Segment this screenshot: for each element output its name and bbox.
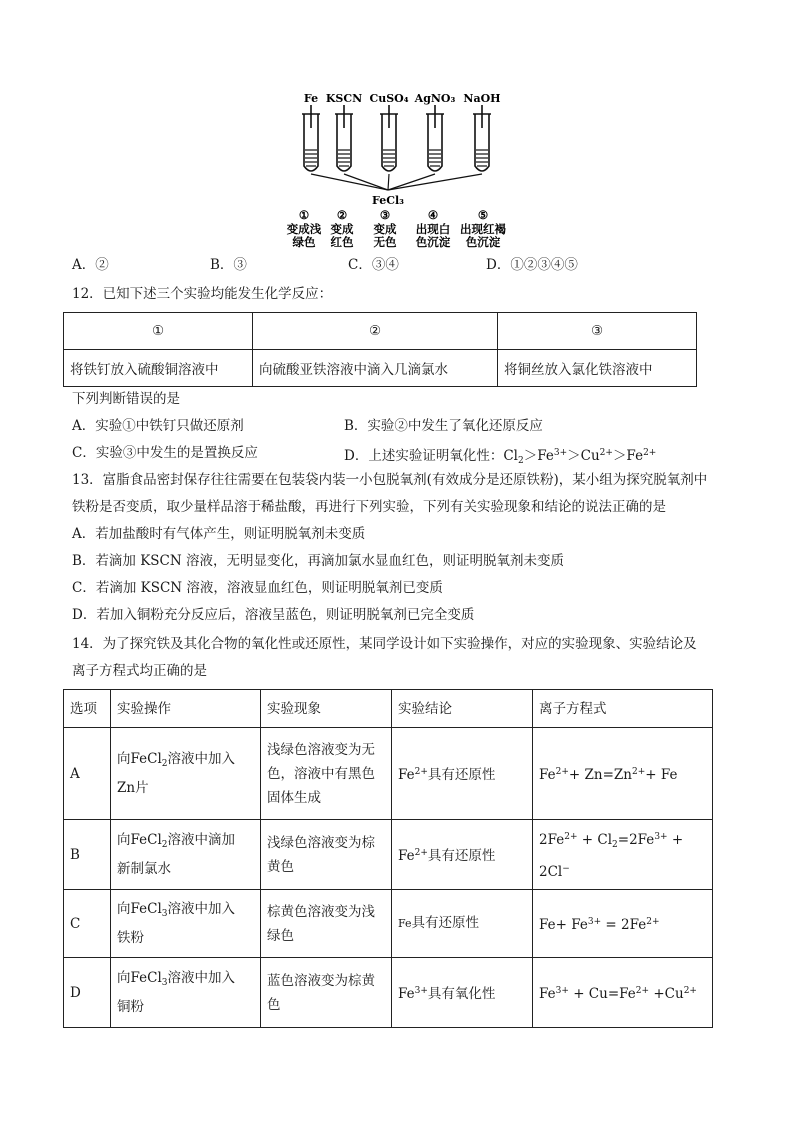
q12-cell-2: 向硫酸亚铁溶液中滴入几滴氯水 — [253, 350, 498, 387]
result-3-line2: 无色 — [373, 235, 397, 248]
q12-option-a: A．实验①中铁钉只做还原剂 — [72, 418, 244, 434]
q14-row-b-option: B — [64, 820, 111, 890]
q12-header-row — [64, 313, 697, 350]
test-tube-figure — [278, 88, 518, 248]
q12-table — [63, 312, 697, 387]
q14-row-c-option: C — [64, 890, 111, 958]
q12-option-d — [344, 443, 656, 471]
q14-row-c-conclusion: Fe具有还原性 — [392, 890, 533, 958]
result-2-line2: 红色 — [330, 235, 354, 248]
q12-option-d-order: $Cl_2>Fe^{3+}>Cu^{2+}>Fe^{2+}$ — [503, 448, 657, 466]
q11-option-d: D．①②③④⑤ — [486, 257, 578, 273]
q14-row-a-conclusion: $Fe^{2+}$具有还原性 — [392, 728, 533, 820]
result-2-line1: 变成 — [330, 222, 354, 236]
q11-option-a: A．② — [72, 257, 109, 273]
table-row — [64, 820, 713, 890]
q12-option-d-prefix: D．上述实验证明氧化性： — [344, 448, 504, 464]
q14-row-b-conclusion: $Fe^{2+}$具有还原性 — [392, 820, 533, 890]
q12-option-c: C．实验③中发生的是置换反应 — [72, 445, 258, 461]
q14-row-d-conclusion: $Fe^{3+}$具有氧化性 — [392, 958, 533, 1028]
connector-lines — [311, 174, 482, 190]
table-row — [64, 728, 713, 820]
q13-option-b: B．若滴加 KSCN 溶液，无明显变化，再滴加氯水显血红色，则证明脱氧剂未变质 — [72, 553, 564, 569]
result-4-line2: 色沉淀 — [415, 235, 451, 248]
q14-row-c-operation: 向FeCl$_3$溶液中加入 铁粉 — [111, 890, 261, 958]
q14-header-operation: 实验操作 — [111, 690, 261, 728]
q14-row-a-phenomenon: 浅绿色溶液变为无 色，溶液中有黑色 固体生成 — [261, 728, 392, 820]
q14-row-a-option: A — [64, 728, 111, 820]
reagent-label-kscn: KSCN — [325, 92, 363, 105]
test-tube-5 — [473, 105, 491, 171]
q13-stem-line2: 铁粉是否变质，取少量样品溶于稀盐酸，再进行下列实验，下列有关实验现象和结论的说法正确的是 — [72, 499, 666, 515]
q12-option-b: B．实验②中发生了氧化还原反应 — [344, 418, 543, 434]
q14-row-b-phenomenon: 浅绿色溶液变为棕 黄色 — [261, 820, 392, 890]
q14-row-d-operation: 向FeCl$_3$溶液中加入 铜粉 — [111, 958, 261, 1028]
q13-option-c: C．若滴加 KSCN 溶液，溶液显血红色，则证明脱氧剂已变质 — [72, 580, 443, 596]
q12-content-row — [64, 350, 697, 387]
q14-row-a-equation: $Fe^{2+}+ Zn=Zn^{2+}+ Fe$ — [533, 728, 713, 820]
reagent-label-agno3: AgNO₃ — [414, 92, 456, 105]
q12-header-1: ① — [64, 313, 253, 350]
table-row — [64, 958, 713, 1028]
q12-cell-1: 将铁钉放入硫酸铜溶液中 — [64, 350, 253, 387]
result-num-4: ④ — [427, 208, 439, 222]
reagent-label-naoh: NaOH — [463, 92, 501, 105]
table-row — [64, 890, 713, 958]
fecl3-label: FeCl₃ — [372, 194, 404, 207]
test-tube-3 — [380, 105, 398, 171]
q13-option-d: D．若加入铜粉充分反应后，溶液呈蓝色，则证明脱氧剂已完全变质 — [72, 607, 475, 623]
q12-cell-3: 将铜丝放入氯化铁溶液中 — [498, 350, 697, 387]
q13-stem-line1: 13．富脂食品密封保存往往需要在包装袋内装一小包脱氧剂(有效成分是还原铁粉)，某小组为探究脱氧剂中 — [72, 472, 708, 488]
result-num-5: ⑤ — [477, 208, 489, 222]
q13-option-a: A．若加盐酸时有气体产生，则证明脱氧剂未变质 — [72, 526, 366, 542]
q12-header-3: ③ — [498, 313, 697, 350]
q12-question: 下列判断错误的是 — [72, 391, 180, 407]
q14-row-c-equation: $Fe+ Fe^{3+} = 2Fe^{2+}$ — [533, 890, 713, 958]
reagent-label-cuso4: CuSO₄ — [369, 92, 409, 105]
q14-header-option: 选项 — [64, 690, 111, 728]
q14-row-c-phenomenon: 棕黄色溶液变为浅 绿色 — [261, 890, 392, 958]
result-num-2: ② — [336, 208, 348, 222]
q14-header-row — [64, 690, 713, 728]
reagent-label-fe: Fe — [303, 92, 319, 105]
result-num-3: ③ — [379, 208, 391, 222]
result-3-line1: 变成 — [373, 222, 397, 236]
q12-header-2: ② — [253, 313, 498, 350]
q11-option-b: B．③ — [210, 257, 247, 273]
result-1-line2: 绿色 — [292, 235, 316, 248]
q14-header-phenomenon: 实验现象 — [261, 690, 392, 728]
test-tube-4 — [426, 105, 444, 171]
q14-table — [63, 689, 713, 1028]
q14-row-d-option: D — [64, 958, 111, 1028]
q11-option-c: C．③④ — [348, 257, 399, 273]
result-5-line2: 色沉淀 — [465, 235, 501, 248]
q14-row-b-operation: 向FeCl$_2$溶液中滴加 新制氯水 — [111, 820, 261, 890]
q14-stem-line1: 14．为了探究铁及其化合物的氧化性或还原性，某同学设计如下实验操作，对应的实验现象、实验结论及 — [72, 636, 697, 652]
result-4-line1: 出现白 — [415, 222, 451, 236]
q14-row-a-operation: 向FeCl$_2$溶液中加入 Zn片 — [111, 728, 261, 820]
test-tube-diagram — [278, 88, 518, 248]
result-1-line1: 变成浅 — [286, 222, 322, 236]
q14-stem-line2: 离子方程式均正确的是 — [72, 663, 207, 679]
q14-row-d-phenomenon: 蓝色溶液变为棕黄 色 — [261, 958, 392, 1028]
test-tube-1 — [302, 105, 320, 171]
test-tube-2 — [335, 105, 353, 171]
q14-header-conclusion: 实验结论 — [392, 690, 533, 728]
q14-row-d-equation: $Fe^{3+} + Cu=Fe^{2+} +Cu^{2+}$ — [533, 958, 713, 1028]
result-5-line1: 出现红褐 — [460, 222, 506, 236]
q12-stem: 12．已知下述三个实验均能发生化学反应： — [72, 286, 333, 302]
test-tubes — [302, 105, 491, 171]
result-num-1: ① — [298, 208, 310, 222]
q14-header-equation: 离子方程式 — [533, 690, 713, 728]
q14-row-b-equation: $2Fe^{2+} + Cl_2=2Fe^{3+} + 2Cl^-$ — [533, 820, 713, 890]
